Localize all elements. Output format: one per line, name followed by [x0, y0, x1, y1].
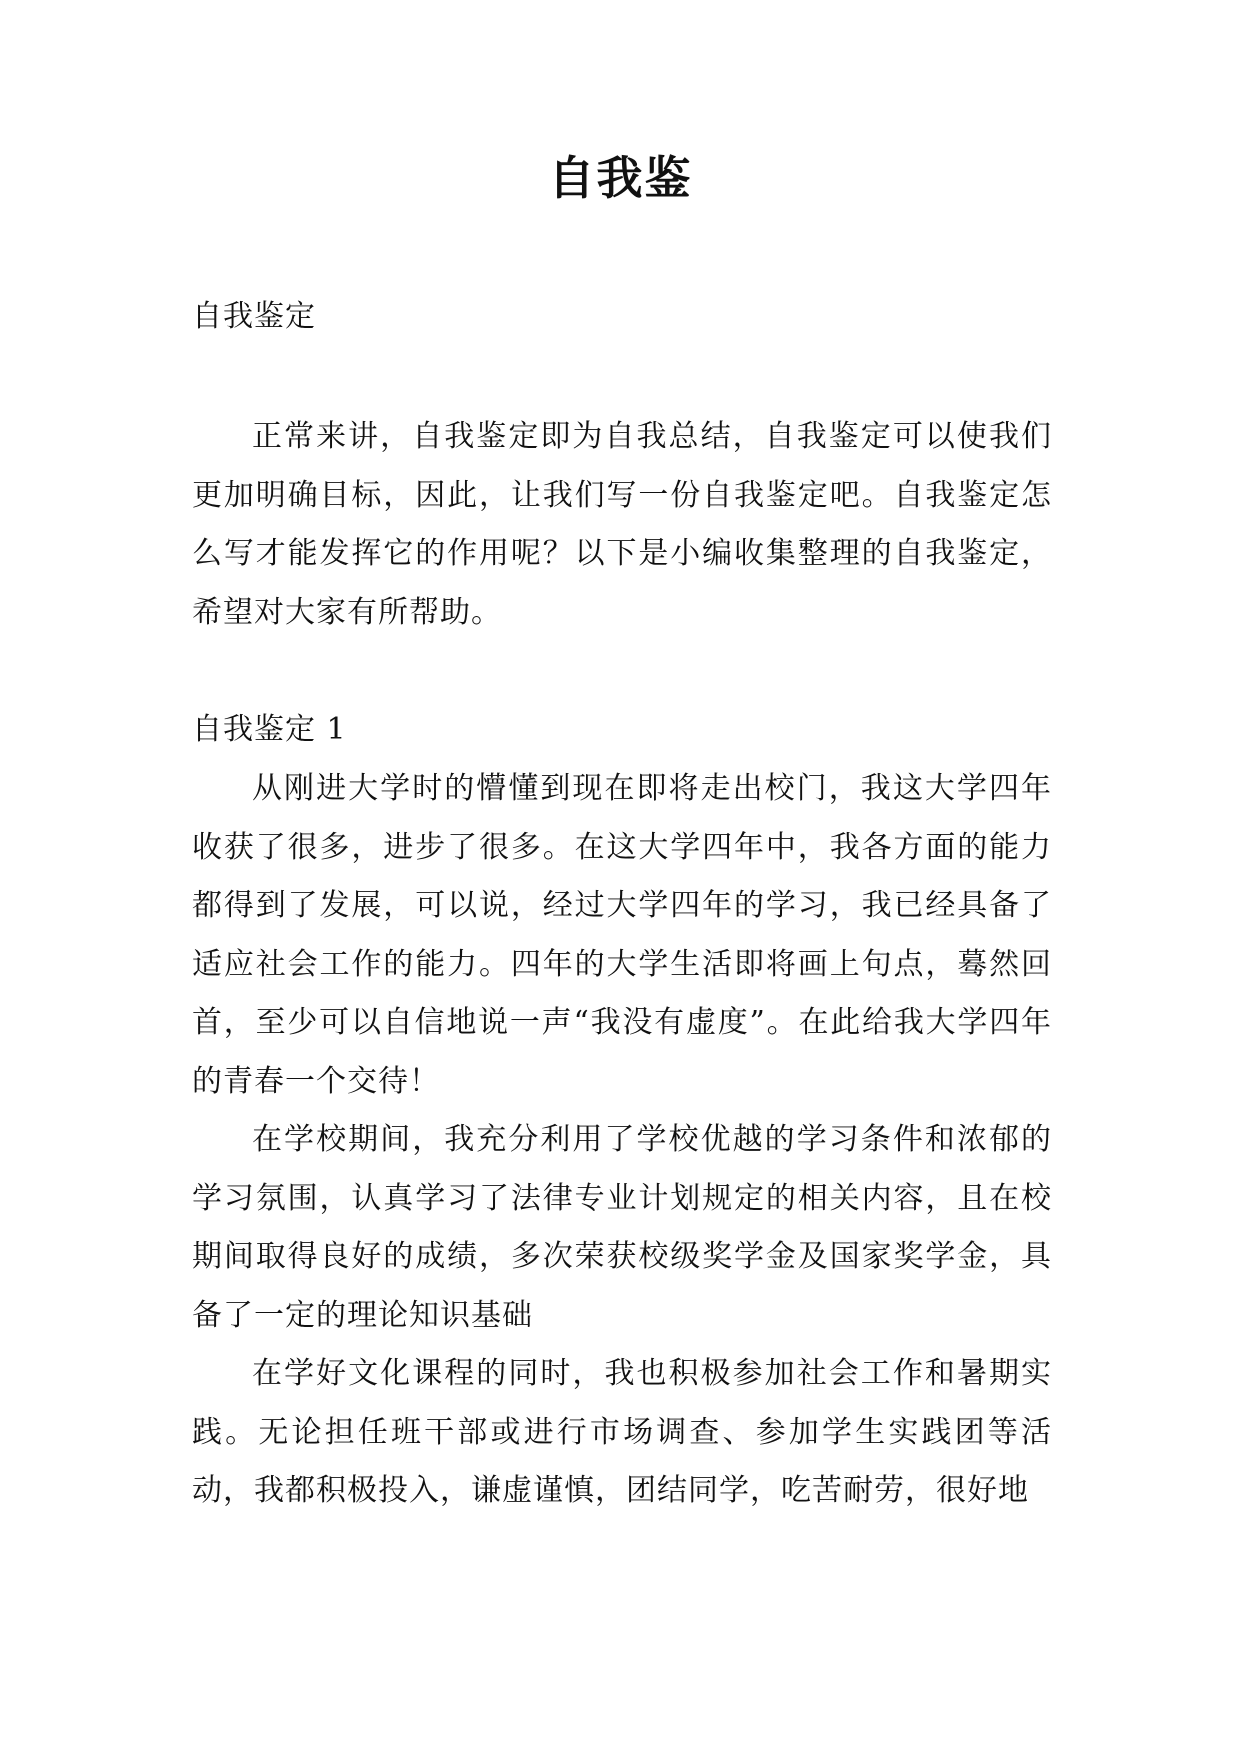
section-1-paragraph-3: 在学好文化课程的同时，我也积极参加社会工作和暑期实践。无论担任班干部或进行市场调查、参加学生实践团等活动，我都积极投入，谦虚谨慎，团结同学，吃苦耐劳，很好地: [192, 1356, 1052, 1508]
intro-paragraph: 正常来讲，自我鉴定即为自我总结，自我鉴定可以使我们更加明确目标，因此，让我们写一份自我鉴定吧。自我鉴定怎么写才能发挥它的作用呢？以下是小编收集整理的自我鉴定，希望对大家有所帮助。: [192, 419, 1052, 630]
section-1-paragraph-2: 在学校期间，我充分利用了学校优越的学习条件和浓郁的学习氛围，认真学习了法律专业计划规定的相关内容，且在校期间取得良好的成绩，多次荣获校级奖学金及国家奖学金，具备了一定的理论知识基础: [192, 1122, 1052, 1333]
section-1-body: [192, 760, 1052, 1521]
document-title: 自我鉴: [548, 151, 693, 205]
section-1-paragraph-1: 从刚进大学时的懵懂到现在即将走出校门，我这大学四年收获了很多，进步了很多。在这大学四年中，我各方面的能力都得到了发展，可以说，经过大学四年的学习，我已经具备了适应社会工作的能力。四年的大学生活即将画上句点，蓦然回首，至少可以自信地说一声“我没有虚度”。在此给我大学四年的青春一个交待！: [192, 771, 1052, 1099]
section-heading-1: 自我鉴定 1: [192, 712, 347, 747]
section-heading-main: 自我鉴定: [192, 299, 316, 334]
